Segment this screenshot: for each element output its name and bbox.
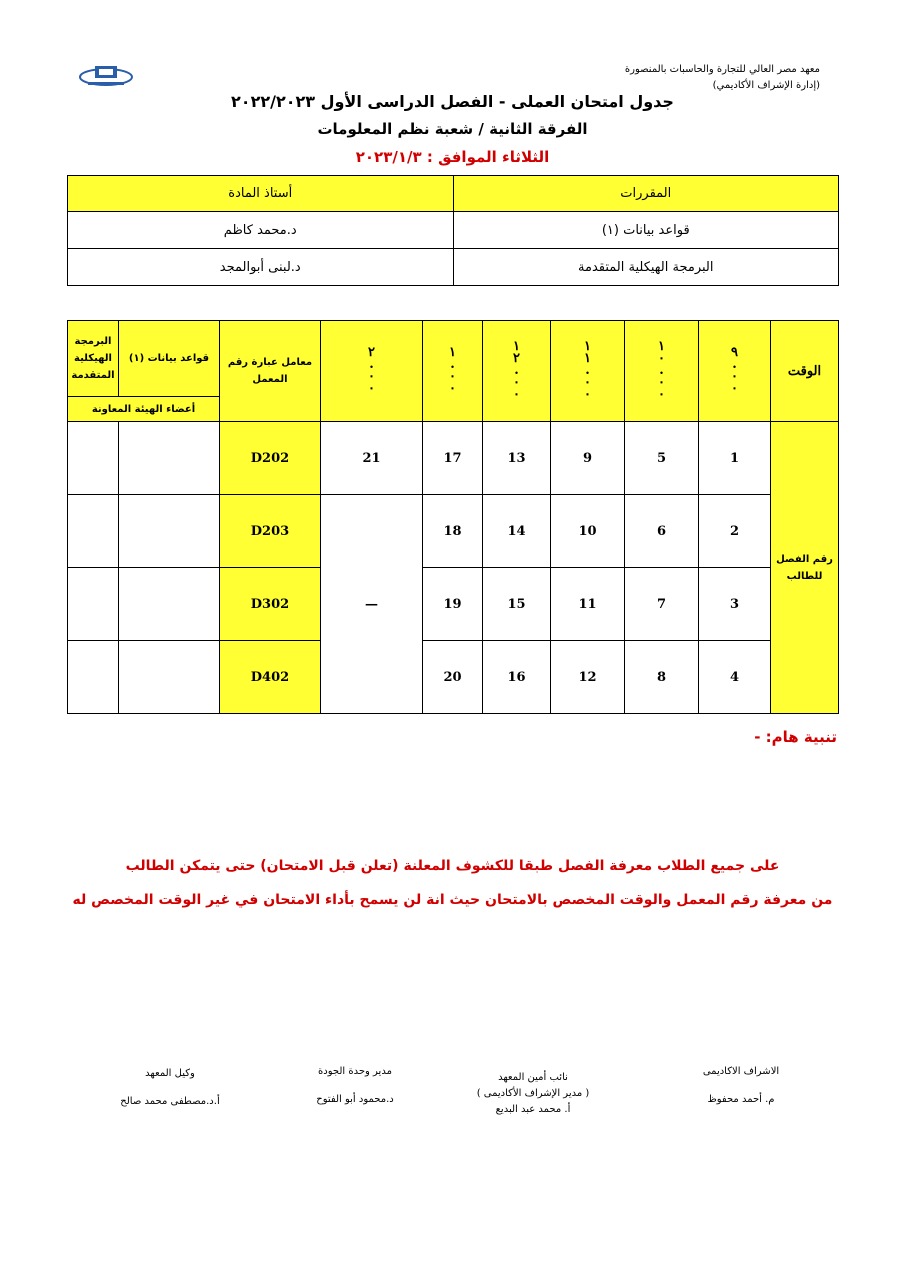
- class-cell: 17: [423, 422, 483, 495]
- signature-name: د.محمود أبو الفتوح: [316, 1094, 394, 1105]
- time-slot: ٢ . ٠ ٠: [321, 321, 423, 422]
- signature-title: وكيل المعهد: [145, 1068, 195, 1079]
- signature-block: [85, 1066, 255, 1110]
- institute-header: [625, 62, 820, 94]
- department-name: (إدارة الإشراف الأكاديمي): [712, 80, 820, 91]
- table-row: [68, 495, 839, 568]
- class-cell: 2: [699, 495, 771, 568]
- table-row: [68, 249, 839, 286]
- empty-cell: [68, 422, 119, 495]
- signature-title: نائب أمين المعهد: [498, 1072, 568, 1083]
- page-title: جدول امتحان العملى - الفصل الدراسى الأول ٢٠٢٢/٢٠٢٣: [231, 92, 674, 111]
- class-cell: 6: [625, 495, 699, 568]
- signature-name: أ. محمد عبد البديع: [495, 1104, 571, 1115]
- institute-logo-icon: [78, 62, 134, 88]
- no-session-dash: —: [321, 495, 423, 714]
- class-cell: 8: [625, 641, 699, 714]
- class-cell: 20: [423, 641, 483, 714]
- course-column-header: المقررات: [453, 176, 839, 212]
- class-cell: 16: [483, 641, 551, 714]
- class-cell: 7: [625, 568, 699, 641]
- empty-cell: [68, 641, 119, 714]
- lab-number: D302: [220, 568, 321, 641]
- courses-header-row: [68, 176, 839, 212]
- instructor-name: د.لبنى أبوالمجد: [68, 249, 454, 286]
- schedule-header-row: [68, 321, 839, 397]
- class-cell: 21: [321, 422, 423, 495]
- class-cell: 10: [551, 495, 625, 568]
- time-slot: ١ . ٠ ٠: [423, 321, 483, 422]
- empty-cell: [68, 568, 119, 641]
- class-cell: 13: [483, 422, 551, 495]
- class-cell: 5: [625, 422, 699, 495]
- class-cell: 3: [699, 568, 771, 641]
- notice-heading: تنبية هام: -: [754, 728, 837, 746]
- lab-number: D202: [220, 422, 321, 495]
- courses-table: [67, 175, 839, 286]
- time-slot: ١ ١ . ٠ ٠: [551, 321, 625, 422]
- class-cell: 14: [483, 495, 551, 568]
- instructor-name: د.محمد كاظم: [68, 212, 454, 249]
- course2-header: البرمجة الهيكلية المتقدمة: [68, 321, 119, 397]
- course-name: قواعد بيانات (١): [453, 212, 839, 249]
- signature-name: أ.د.مصطفى محمد صالح: [120, 1096, 220, 1107]
- empty-cell: [119, 568, 220, 641]
- class-cell: 4: [699, 641, 771, 714]
- time-slot: ١ ٢ . ٠ ٠: [483, 321, 551, 422]
- signature-title: الاشراف الاكاديمى: [702, 1066, 780, 1077]
- empty-cell: [119, 641, 220, 714]
- time-slot: ٩ . ٠ ٠: [699, 321, 771, 422]
- class-cell: 12: [551, 641, 625, 714]
- class-cell: 1: [699, 422, 771, 495]
- empty-cell: [119, 422, 220, 495]
- signature-block: [656, 1064, 826, 1108]
- division-title: الفرقة الثانية / شعبة نظم المعلومات: [317, 120, 588, 138]
- course-name: البرمجة الهيكلية المتقدمة: [453, 249, 839, 286]
- notice-line-2: من معرفة رقم المعمل والوقت المخصص بالامتحان حيث انة لن يسمح بأداء الامتحان في غير الوقت المخصص له: [72, 892, 833, 908]
- empty-cell: [119, 495, 220, 568]
- lab-number: D402: [220, 641, 321, 714]
- notice-line-1: على جميع الطلاب معرفة الفصل طبقا للكشوف المعلنة (تعلن قبل الامتحان) حتى يتمكن الطالب: [125, 858, 780, 874]
- committee-header: أعضاء الهيئة المعاونة: [68, 397, 220, 422]
- schedule-table: [67, 320, 839, 714]
- class-cell: 15: [483, 568, 551, 641]
- exam-date: الثلاثاء الموافق : ٢٠٢٣/١/٣: [355, 148, 550, 166]
- signature-block: [270, 1064, 440, 1108]
- instructor-column-header: أستاذ المادة: [68, 176, 454, 212]
- signature-subtitle: ( مدير الإشراف الأكاديمى ): [476, 1088, 590, 1099]
- signature-name: م. أحمد محفوظ: [707, 1094, 775, 1105]
- class-cell: 9: [551, 422, 625, 495]
- course1-header: قواعد بيانات (١): [119, 321, 220, 397]
- empty-cell: [68, 495, 119, 568]
- signature-title: مدير وحدة الجودة: [318, 1066, 392, 1077]
- table-row: [68, 212, 839, 249]
- class-cell: 18: [423, 495, 483, 568]
- lab-number: D203: [220, 495, 321, 568]
- signature-block: [448, 1070, 618, 1118]
- lab-header: معامل عبارة رقم المعمل: [220, 321, 321, 422]
- table-row: [68, 568, 839, 641]
- institute-name: معهد مصر العالي للتجارة والحاسبات بالمنصورة: [624, 64, 820, 75]
- class-number-label: رقم الفصل للطالب: [771, 422, 839, 714]
- class-cell: 11: [551, 568, 625, 641]
- class-cell: 19: [423, 568, 483, 641]
- time-header: الوقت: [771, 321, 839, 422]
- table-row: [68, 422, 839, 495]
- table-row: [68, 641, 839, 714]
- time-slot: ١ ٠ . ٠ ٠: [625, 321, 699, 422]
